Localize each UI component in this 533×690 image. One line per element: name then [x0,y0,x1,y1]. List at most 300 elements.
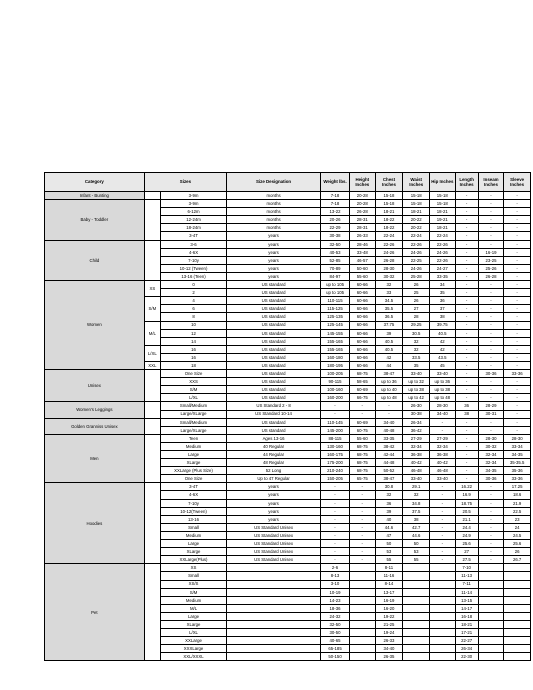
size-cell: 4 [160,297,226,305]
measurement-cell: - [350,402,376,410]
measurement-cell: - [504,208,531,216]
size-cell: XXLarge (Plus Size) [160,467,226,475]
measurement-cell: - [455,345,478,353]
size-cell: Small [160,572,226,580]
measurement-cell: 15-18 [403,192,430,200]
designation-cell: US Standard 2 - 8 [227,402,321,410]
measurement-cell: 30.8 [375,483,403,491]
measurement-cell: 60-66 [350,313,376,321]
measurement-cell: 19-22 [375,612,403,620]
measurement-cell: - [504,353,531,361]
table-body [45,192,531,661]
designation-cell: US standard [227,378,321,386]
measurement-cell: - [321,499,350,507]
measurement-cell: 13-22 [321,208,350,216]
measurement-cell [430,572,456,580]
designation-cell [227,580,321,588]
size-cell: 4-6X [160,248,226,256]
measurement-cell: - [504,272,531,280]
measurement-cell: - [350,499,376,507]
measurement-cell: 39 [375,507,403,515]
measurement-cell: 17-21 [455,629,478,637]
measurement-cell: - [455,361,478,369]
measurement-cell: 28-30 [504,434,531,442]
measurement-cell: 38 [430,313,456,321]
measurement-cell: up to 40 [375,386,403,394]
designation-cell [227,596,321,604]
designation-cell: US standard [227,337,321,345]
measurement-cell: 14-23 [321,596,350,604]
measurement-cell: 25-28 [403,272,430,280]
measurement-cell: - [430,483,456,491]
measurement-cell: - [455,313,478,321]
measurement-cell: 155-165 [321,345,350,353]
size-group-cell [144,240,160,280]
measurement-cell: 84-97 [321,272,350,280]
measurement-cell [478,604,504,612]
measurement-cell: 30-31 [478,410,504,418]
measurement-cell: 24-26 [375,248,403,256]
measurement-cell: 45 [430,361,456,369]
measurement-cell: 24-26 [403,248,430,256]
measurement-cell [504,564,531,572]
measurement-cell [403,653,430,661]
measurement-cell: - [478,361,504,369]
measurement-cell: 18-21 [375,208,403,216]
measurement-cell: 175-200 [321,459,350,467]
size-cell: 18-24m [160,224,226,232]
measurement-cell: - [478,499,504,507]
measurement-cell: up to 105 [321,281,350,289]
measurement-cell: - [350,507,376,515]
measurement-cell: 40.5 [375,337,403,345]
measurement-cell: 32-34 [403,442,430,450]
measurement-cell: - [478,321,504,329]
designation-cell: Ages 13-16 [227,434,321,442]
measurement-cell: 55-60 [350,272,376,280]
measurement-cell [403,572,430,580]
measurement-cell [403,580,430,588]
measurement-cell: 17.25 [504,483,531,491]
measurement-cell: 16-18 [455,612,478,620]
measurement-cell: 60-66 [350,345,376,353]
measurement-cell: - [504,289,531,297]
measurement-cell: 7-18 [321,200,350,208]
measurement-cell: 13-17 [375,588,403,596]
designation-cell: months [227,192,321,200]
measurement-cell: 30-36 [478,475,504,483]
designation-cell: years [227,272,321,280]
measurement-cell: - [430,507,456,515]
measurement-cell: 58-65 [350,378,376,386]
measurement-cell: - [504,394,531,402]
measurement-cell: 26-30 [403,402,430,410]
measurement-cell: - [478,281,504,289]
size-cell: XS [160,564,226,572]
measurement-cell: 32 [375,281,403,289]
measurement-cell: 26-34 [455,645,478,653]
measurement-cell [504,588,531,596]
measurement-cell: 35 [403,361,430,369]
header-weight-lbs: Weight lbs. [321,173,350,192]
measurement-cell [478,620,504,628]
measurement-cell: 22-29 [321,224,350,232]
measurement-cell: 10-19 [321,588,350,596]
measurement-cell: - [455,418,478,426]
measurement-cell: 32-34 [478,451,504,459]
measurement-cell: 42-44 [375,451,403,459]
size-cell: XXLarge(Plus) [160,556,226,564]
measurement-cell: 33-36 [504,475,531,483]
category-cell: Hoodies [45,483,145,564]
measurement-cell: 15-18 [403,200,430,208]
measurement-cell: 60-66 [350,297,376,305]
size-cell: XXLarge [160,637,226,645]
measurement-cell: - [455,297,478,305]
measurement-cell: 22-24 [375,232,403,240]
measurement-cell: 26-28 [478,272,504,280]
measurement-cell: 60-66 [350,305,376,313]
measurement-cell: up to 38 [430,386,456,394]
measurement-cell: 24-26 [403,264,430,272]
measurement-cell: 20-26 [321,216,350,224]
measurement-cell: - [321,402,350,410]
measurement-cell: 20-22 [403,216,430,224]
category-cell: Baby - Toddler [45,200,145,240]
measurement-cell: 18-21 [430,224,456,232]
measurement-cell: - [455,337,478,345]
header-height-inches: Height Inches [350,173,376,192]
measurement-cell: 15-18 [430,192,456,200]
designation-cell [227,653,321,661]
size-cell: Large [160,612,226,620]
measurement-cell: - [504,224,531,232]
table-row [45,281,531,289]
size-cell: Medium [160,442,226,450]
size-cell: XXS [160,378,226,386]
measurement-cell: - [321,410,350,418]
measurement-cell: 11-13 [455,572,478,580]
measurement-cell: 40-42 [403,459,430,467]
measurement-cell [504,653,531,661]
measurement-cell: 24.9 [455,531,478,539]
measurement-cell: - [321,556,350,564]
measurement-cell [430,604,456,612]
measurement-cell: 42 [375,353,403,361]
measurement-cell: 68-75 [350,459,376,467]
measurement-cell: 20-28 [350,192,376,200]
designation-cell: US standard [227,426,321,434]
measurement-cell: - [455,281,478,289]
measurement-cell: 24.4 [455,523,478,531]
measurement-cell: 70-89 [321,264,350,272]
measurement-cell [504,572,531,580]
designation-cell: US standard [227,321,321,329]
measurement-cell: - [321,531,350,539]
measurement-cell: 24-32 [321,612,350,620]
header-sleeve-inches: Sleeve Inches [504,173,531,192]
designation-cell: Up to 47 Regular [227,475,321,483]
measurement-cell: 26-28 [350,208,376,216]
measurement-cell: - [504,232,531,240]
measurement-cell: 27-29 [403,434,430,442]
measurement-cell: 39.75 [430,321,456,329]
measurement-cell: - [430,418,456,426]
measurement-cell [350,564,376,572]
measurement-cell [478,653,504,661]
measurement-cell: 22-27 [455,637,478,645]
designation-cell: 52 Long [227,467,321,475]
measurement-cell: - [455,442,478,450]
designation-cell: US standard [227,281,321,289]
size-group-cell [144,564,160,661]
measurement-cell: 25.6 [504,540,531,548]
size-cell: One Size [160,475,226,483]
measurement-cell: 27 [403,305,430,313]
measurement-cell: - [430,540,456,548]
size-cell: 6 [160,305,226,313]
measurement-cell: 11-14 [455,588,478,596]
measurement-cell: 35 [430,289,456,297]
measurement-cell: 88-115 [321,434,350,442]
measurement-cell: 16-19 [478,248,504,256]
measurement-cell: 15-18 [430,200,456,208]
measurement-cell: 55-60 [350,434,376,442]
measurement-cell: - [478,523,504,531]
measurement-cell: - [478,548,504,556]
measurement-cell: - [478,297,504,305]
designation-cell: months [227,208,321,216]
measurement-cell: 44 [375,361,403,369]
measurement-cell: 18-22 [375,216,403,224]
measurement-cell: 65-75 [350,475,376,483]
header-length-inches: Length Inches [455,173,478,192]
designation-cell [227,564,321,572]
measurement-cell: 38 [403,515,430,523]
measurement-cell: 52-85 [321,256,350,264]
measurement-cell: - [350,556,376,564]
size-cell: 6-12m [160,208,226,216]
designation-cell: 40 Regular [227,442,321,450]
size-cell: Large/XLarge [160,410,226,418]
header-hip-inches: Hip Inches [430,173,456,192]
size-cell: 12 [160,329,226,337]
measurement-cell: 22.5 [504,507,531,515]
measurement-cell: 50-150 [321,653,350,661]
designation-cell: years [227,499,321,507]
measurement-cell: 36-38 [430,451,456,459]
measurement-cell: - [504,216,531,224]
size-cell: 3-6 [160,240,226,248]
measurement-cell: 3-10 [321,580,350,588]
measurement-cell: - [455,232,478,240]
table-row [45,200,531,208]
measurement-cell: - [504,256,531,264]
measurement-cell: - [321,491,350,499]
designation-cell [227,629,321,637]
measurement-cell: - [321,483,350,491]
measurement-cell: 27 [455,548,478,556]
measurement-cell: 34.8 [403,499,430,507]
measurement-cell: 50-60 [350,264,376,272]
measurement-cell: 34-40 [375,418,403,426]
designation-cell: years [227,232,321,240]
measurement-cell [350,612,376,620]
designation-cell: months [227,200,321,208]
measurement-cell: 125-135 [321,313,350,321]
measurement-cell: 18-36 [321,604,350,612]
measurement-cell: - [478,507,504,515]
table-row [45,402,531,410]
designation-cell: months [227,224,321,232]
measurement-cell: 180-195 [321,361,350,369]
measurement-cell: 30-32 [375,272,403,280]
measurement-cell: 68-75 [350,451,376,459]
measurement-cell: - [478,418,504,426]
measurement-cell: 60-66 [350,337,376,345]
measurement-cell: - [478,337,504,345]
designation-cell: 48 Regular [227,459,321,467]
measurement-cell: 160-180 [321,353,350,361]
measurement-cell: 37 [430,305,456,313]
measurement-cell: 36.5 [375,313,403,321]
size-cell: 8 [160,313,226,321]
measurement-cell: 16-20 [375,604,403,612]
measurement-cell: - [430,515,456,523]
measurement-cell: - [478,426,504,434]
designation-cell [227,572,321,580]
measurement-cell: 34-40 [430,410,456,418]
measurement-cell: 33-40 [403,370,430,378]
measurement-cell: 60-66 [350,321,376,329]
measurement-cell [403,612,430,620]
measurement-cell: - [478,192,504,200]
measurement-cell [430,596,456,604]
measurement-cell: - [478,232,504,240]
designation-cell: US standard [227,361,321,369]
measurement-cell [403,620,430,628]
measurement-cell: 145-155 [321,329,350,337]
measurement-cell: 32-50 [321,620,350,628]
size-cell: M/L [160,604,226,612]
measurement-cell: 60-69 [350,418,376,426]
measurement-cell [478,629,504,637]
measurement-cell: 24-27 [430,264,456,272]
measurement-cell: - [350,483,376,491]
size-cell: L/XL [160,394,226,402]
measurement-cell: 130-160 [321,442,350,450]
designation-cell: US standard [227,353,321,361]
measurement-cell [478,564,504,572]
measurement-cell: - [430,499,456,507]
measurement-cell: 22-26 [403,240,430,248]
size-group-cell [144,418,160,434]
table-row [45,370,531,378]
measurement-cell: 110-145 [321,418,350,426]
measurement-cell: - [430,556,456,564]
measurement-cell: 115-125 [321,305,350,313]
measurement-cell: 38-47 [375,370,403,378]
size-cell: One Size [160,370,226,378]
measurement-cell [478,596,504,604]
measurement-cell: 18.6 [504,491,531,499]
size-cell: 3-9m [160,192,226,200]
measurement-cell: up to 36 [430,378,456,386]
measurement-cell: - [478,556,504,564]
measurement-cell [403,588,430,596]
measurement-cell [350,604,376,612]
measurement-cell: 28-31 [350,224,376,232]
size-cell: 16 [160,345,226,353]
measurement-cell: 46-48 [403,467,430,475]
measurement-cell: - [455,329,478,337]
measurement-cell: 19-24 [375,629,403,637]
measurement-cell: - [321,540,350,548]
measurement-cell: 36 [375,499,403,507]
measurement-cell [350,580,376,588]
measurement-cell: - [504,200,531,208]
measurement-cell [350,596,376,604]
measurement-cell: 8-13 [321,572,350,580]
size-cell: Large [160,540,226,548]
designation-cell [227,588,321,596]
table-row [45,418,531,426]
measurement-cell: - [455,467,478,475]
measurement-cell: 145-200 [321,426,350,434]
measurement-cell: 40-48 [375,426,403,434]
measurement-cell: - [455,426,478,434]
size-cell: 0 [160,281,226,289]
measurement-cell: - [455,192,478,200]
measurement-cell: 26-33 [375,637,403,645]
measurement-cell: 8-11 [375,564,403,572]
measurement-cell: 21-25 [375,620,403,628]
designation-cell: US standard [227,313,321,321]
size-cell: 10 [160,321,226,329]
measurement-cell: 34-35 [504,451,531,459]
measurement-cell: - [504,329,531,337]
measurement-cell [430,645,456,653]
size-cell: 7-10y [160,499,226,507]
measurement-cell: 55 [403,556,430,564]
size-cell: S/M [160,588,226,596]
measurement-cell: - [478,305,504,313]
designation-cell: 44 Regular [227,451,321,459]
measurement-cell: - [504,378,531,386]
measurement-cell: 55 [375,556,403,564]
size-group-cell: S/M [144,297,160,321]
designation-cell: US Standard Unisex [227,540,321,548]
measurement-cell: - [455,394,478,402]
designation-cell: US Standard 10-14 [227,410,321,418]
category-cell: Child [45,240,145,280]
designation-cell: years [227,248,321,256]
measurement-cell: 65-185 [321,645,350,653]
size-cell: 10-12(Tween) [160,507,226,515]
measurement-cell: 60-69 [350,386,376,394]
size-cell: 7-10y [160,256,226,264]
measurement-cell: 26-34 [403,418,430,426]
measurement-cell: 42 [430,345,456,353]
measurement-cell: 32 [403,491,430,499]
measurement-cell [504,612,531,620]
measurement-cell: 60-66 [350,353,376,361]
measurement-cell: 32 [403,345,430,353]
measurement-cell: 100-205 [321,370,350,378]
size-cell: Teen [160,434,226,442]
measurement-cell: 33-35 [430,272,456,280]
measurement-cell: 21.1 [455,515,478,523]
